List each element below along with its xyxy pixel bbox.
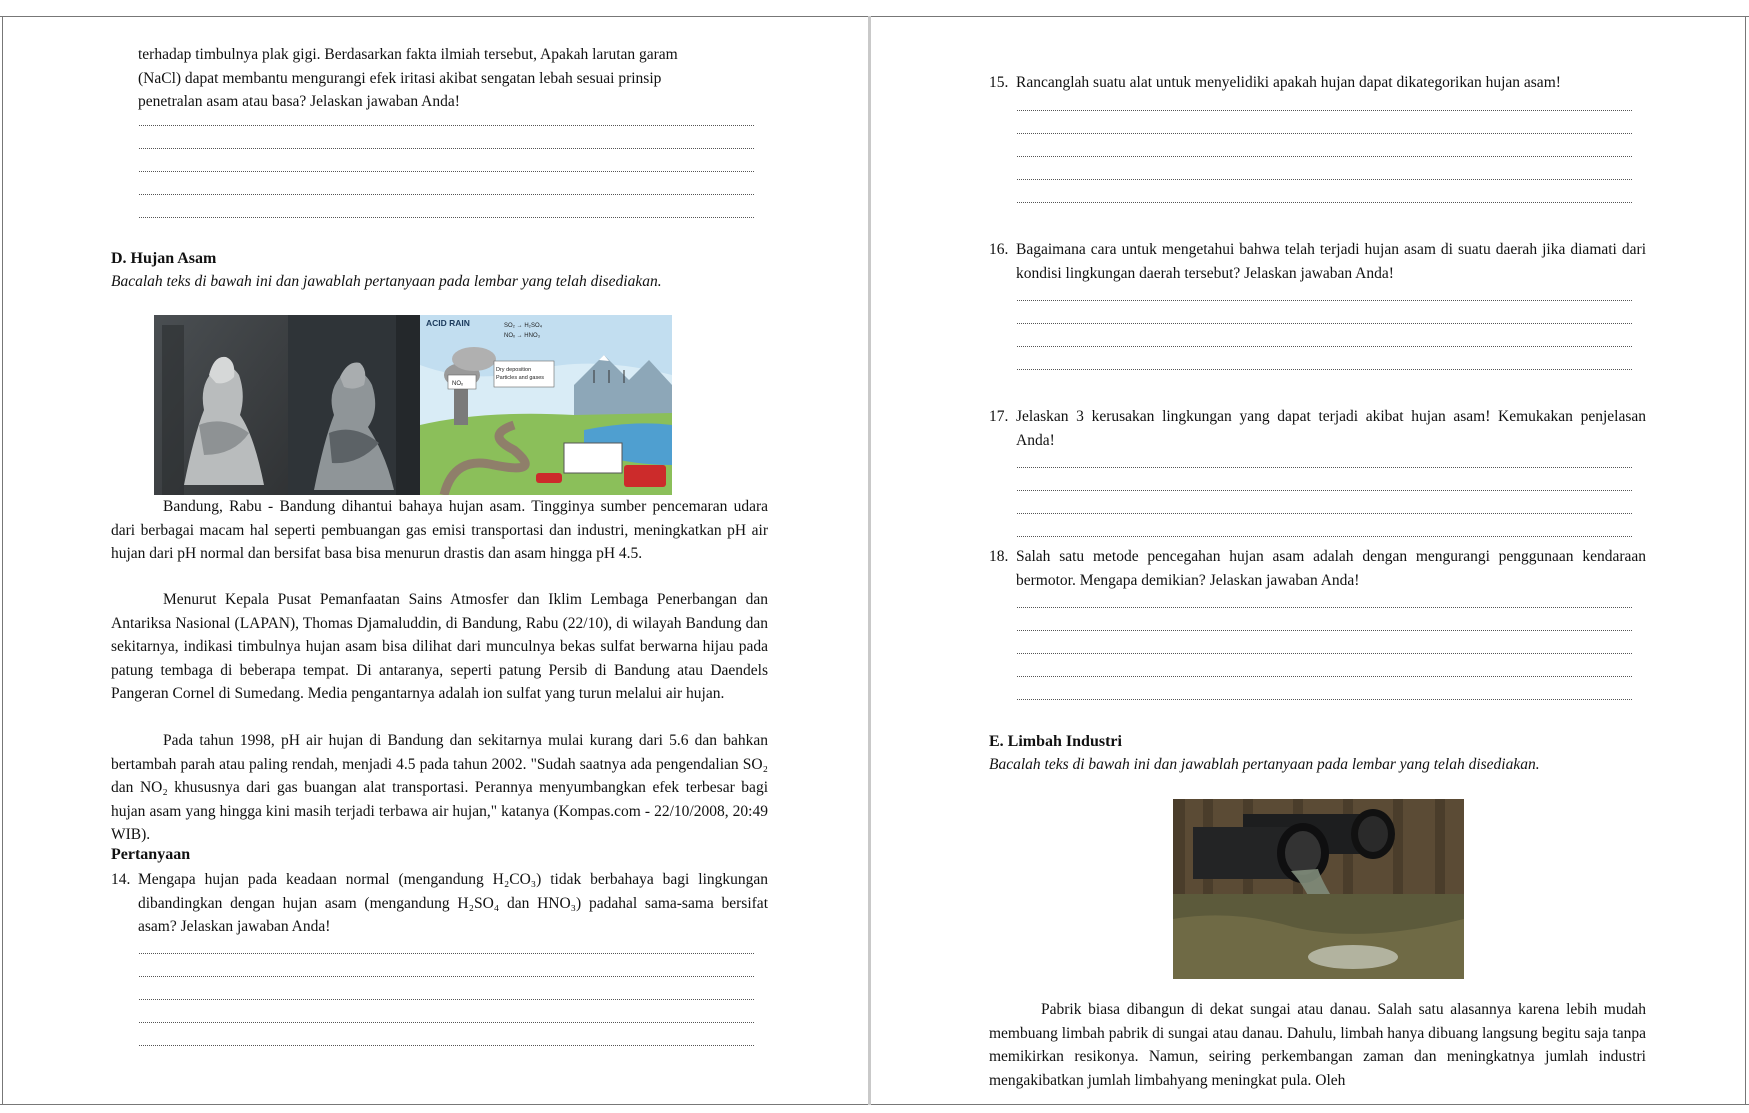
- answer-line-q14-2[interactable]: [139, 975, 754, 977]
- question-13-line-3: penetralan asam atau basa? Jelaskan jawaban Anda!: [138, 93, 460, 110]
- answer-line-q16-4[interactable]: [1017, 368, 1632, 370]
- answer-line-q17-4[interactable]: [1017, 535, 1632, 537]
- diagram-label-dry: Dry deposition: [496, 367, 532, 373]
- question-14-text: Mengapa hujan pada keadaan normal (mengandung H₂CO₃) tidak berbahaya bagi lingkungan dibandingkan dengan hujan asam (mengandung H₂SO₄ dan HNO₃) padahal sama-sama bersifat asam? Jelaskan jawaban Anda!: [138, 871, 768, 935]
- answer-line-q15-2[interactable]: [1017, 132, 1632, 134]
- diagram-label-no: NOₓ: [452, 381, 463, 387]
- answer-line-q18-4[interactable]: [1017, 675, 1632, 677]
- acid-rain-figure-svg: [154, 315, 672, 495]
- answer-line-q13-4[interactable]: [139, 193, 754, 195]
- question-13-line-2: (NaCl) dapat membantu mengurangi efek iritasi akibat sengatan lebah sesuai prinsip: [138, 69, 662, 87]
- question-17-text: Jelaskan 3 kerusakan lingkungan yang dapat terjadi akibat hujan asam! Kemukakan penjelasan Anda!: [1016, 408, 1646, 449]
- section-d-paragraph-3: Pada tahun 1998, pH air hujan di Bandung dan sekitarnya mulai kurang dari 5.6 dan bahkan bertambah parah atau paling rendah, menjadi 4.5 pada tahun 2002. "Sudah saatnya ada pengendalian SO₂ dan NO₂ khususnya dari gas buangan alat transportasi. Perannya menyumbangkan efek terbesar bagi hujan asam yang hingga kini masih terjadi terbawa air hujan," katanya (Kompas.com - 22/10/2008, 20:49 WIB).: [111, 732, 768, 843]
- question-13-line-1: terhadap timbulnya plak gigi. Berdasarkan fakta ilmiah tersebut, Apakah larutan garam: [138, 46, 678, 63]
- question-15-number: 15.: [989, 74, 1009, 91]
- answer-line-q14-3[interactable]: [139, 998, 754, 1000]
- answer-line-q13-2[interactable]: [139, 147, 754, 149]
- industrial-waste-pipe-photo: [1173, 799, 1464, 979]
- answer-line-q14-5[interactable]: [139, 1044, 754, 1046]
- acid-rain-figure: [154, 315, 672, 495]
- answer-line-q18-3[interactable]: [1017, 652, 1632, 654]
- answer-line-q13-3[interactable]: [139, 170, 754, 172]
- diagram-title: ACID RAIN: [426, 318, 470, 328]
- answer-line-q15-4[interactable]: [1017, 178, 1632, 180]
- left-page: [0, 16, 868, 1105]
- question-18-text: Salah satu metode pencegahan hujan asam adalah dengan mengurangi penggunaan kendaraan bermotor. Mengapa demikian? Jelaskan jawaban Anda!: [1016, 548, 1646, 589]
- section-d-title: D. Hujan Asam: [111, 250, 217, 267]
- pertanyaan-heading: Pertanyaan: [111, 846, 191, 863]
- statue-photo-before: [154, 315, 288, 495]
- section-d-instruction: Bacalah teks di bawah ini dan jawablah pertanyaan pada lembar yang telah disediakan.: [111, 273, 662, 290]
- section-e-paragraph: Pabrik biasa dibangun di dekat sungai atau danau. Salah satu alasannya karena lebih mudah membuang limbah pabrik di sungai atau danau. Dahulu, limbah hanya dibuang langsung begitu saja tanpa memikirkan resikonya. Namun, seiring perkembangan zaman dan meningkatnya jumlah industri mengakibatkan jumlah limbahyang meningkat pula. Oleh: [989, 1001, 1646, 1089]
- question-18-number: 18.: [989, 548, 1009, 565]
- answer-line-q18-5[interactable]: [1017, 698, 1632, 700]
- answer-line-q17-1[interactable]: [1017, 466, 1632, 468]
- section-e-title: E. Limbah Industri: [989, 733, 1122, 750]
- answer-line-q18-1[interactable]: [1017, 606, 1632, 608]
- question-15-text: Rancanglah suatu alat untuk menyelidiki apakah hujan dapat dikategorikan hujan asam!: [1016, 74, 1561, 91]
- acid-rain-diagram: [420, 315, 672, 495]
- question-17-number: 17.: [989, 408, 1009, 425]
- diagram-label-so2: SO₂ → H₂SO₄: [504, 323, 543, 329]
- question-13-continuation: [138, 43, 768, 114]
- answer-line-q14-4[interactable]: [139, 1021, 754, 1023]
- answer-line-q17-3[interactable]: [1017, 512, 1632, 514]
- diagram-label-dry2: Particles and gases: [496, 375, 544, 381]
- answer-line-q18-2[interactable]: [1017, 629, 1632, 631]
- question-14-number: 14.: [111, 871, 131, 888]
- statue-photo-after: [288, 315, 420, 495]
- section-e-instruction: Bacalah teks di bawah ini dan jawablah pertanyaan pada lembar yang telah disediakan.: [989, 756, 1540, 773]
- section-d-paragraph-1: Bandung, Rabu - Bandung dihantui bahaya hujan asam. Tingginya sumber pencemaran udara dari berbagai macam hal seperti pembuangan gas emisi transportasi dan industri, meningkatkan pH air hujan dari pH normal dan bersifat basa bisa menurun drastis dan asam hingga pH 4.5.: [111, 498, 768, 562]
- question-16-text: Bagaimana cara untuk mengetahui bahwa telah terjadi hujan asam di suatu daerah jika diamati dari kondisi lingkungan daerah tersebut? Jelaskan jawaban Anda!: [1016, 241, 1646, 282]
- answer-line-q15-1[interactable]: [1017, 109, 1632, 111]
- right-page: [871, 16, 1745, 1105]
- answer-line-q15-5[interactable]: [1017, 201, 1632, 203]
- answer-line-q14-1[interactable]: [139, 952, 754, 954]
- diagram-label-nox: NOₓ → HNO₃: [504, 333, 541, 339]
- section-d-paragraph-2: Menurut Kepala Pusat Pemanfaatan Sains Atmosfer dan Iklim Lembaga Penerbangan dan Antariksa Nasional (LAPAN), Thomas Djamaluddin, di Bandung, Rabu (22/10), di wilayah Bandung dan sekitarnya, indikasi timbulnya hujan asam bisa dilihat dari munculnya bekas sulfat berwarna hijau pada patung tembaga di beberapa tempat. Di antaranya, seperti patung Persib di Bandung atau Daendels Pangeran Cornel di Sumedang. Media pengantarnya adalah ion sulfat yang turun melalui air hujan.: [111, 591, 768, 702]
- answer-line-q13-5[interactable]: [139, 216, 754, 218]
- answer-line-q16-2[interactable]: [1017, 322, 1632, 324]
- frame-right-border: [1745, 16, 1746, 1105]
- answer-line-q16-1[interactable]: [1017, 299, 1632, 301]
- answer-line-q15-3[interactable]: [1017, 155, 1632, 157]
- question-16-number: 16.: [989, 241, 1009, 258]
- answer-line-q13-1[interactable]: [139, 124, 754, 126]
- industrial-waste-pipe-svg: [1173, 799, 1464, 979]
- answer-line-q16-3[interactable]: [1017, 345, 1632, 347]
- answer-line-q17-2[interactable]: [1017, 489, 1632, 491]
